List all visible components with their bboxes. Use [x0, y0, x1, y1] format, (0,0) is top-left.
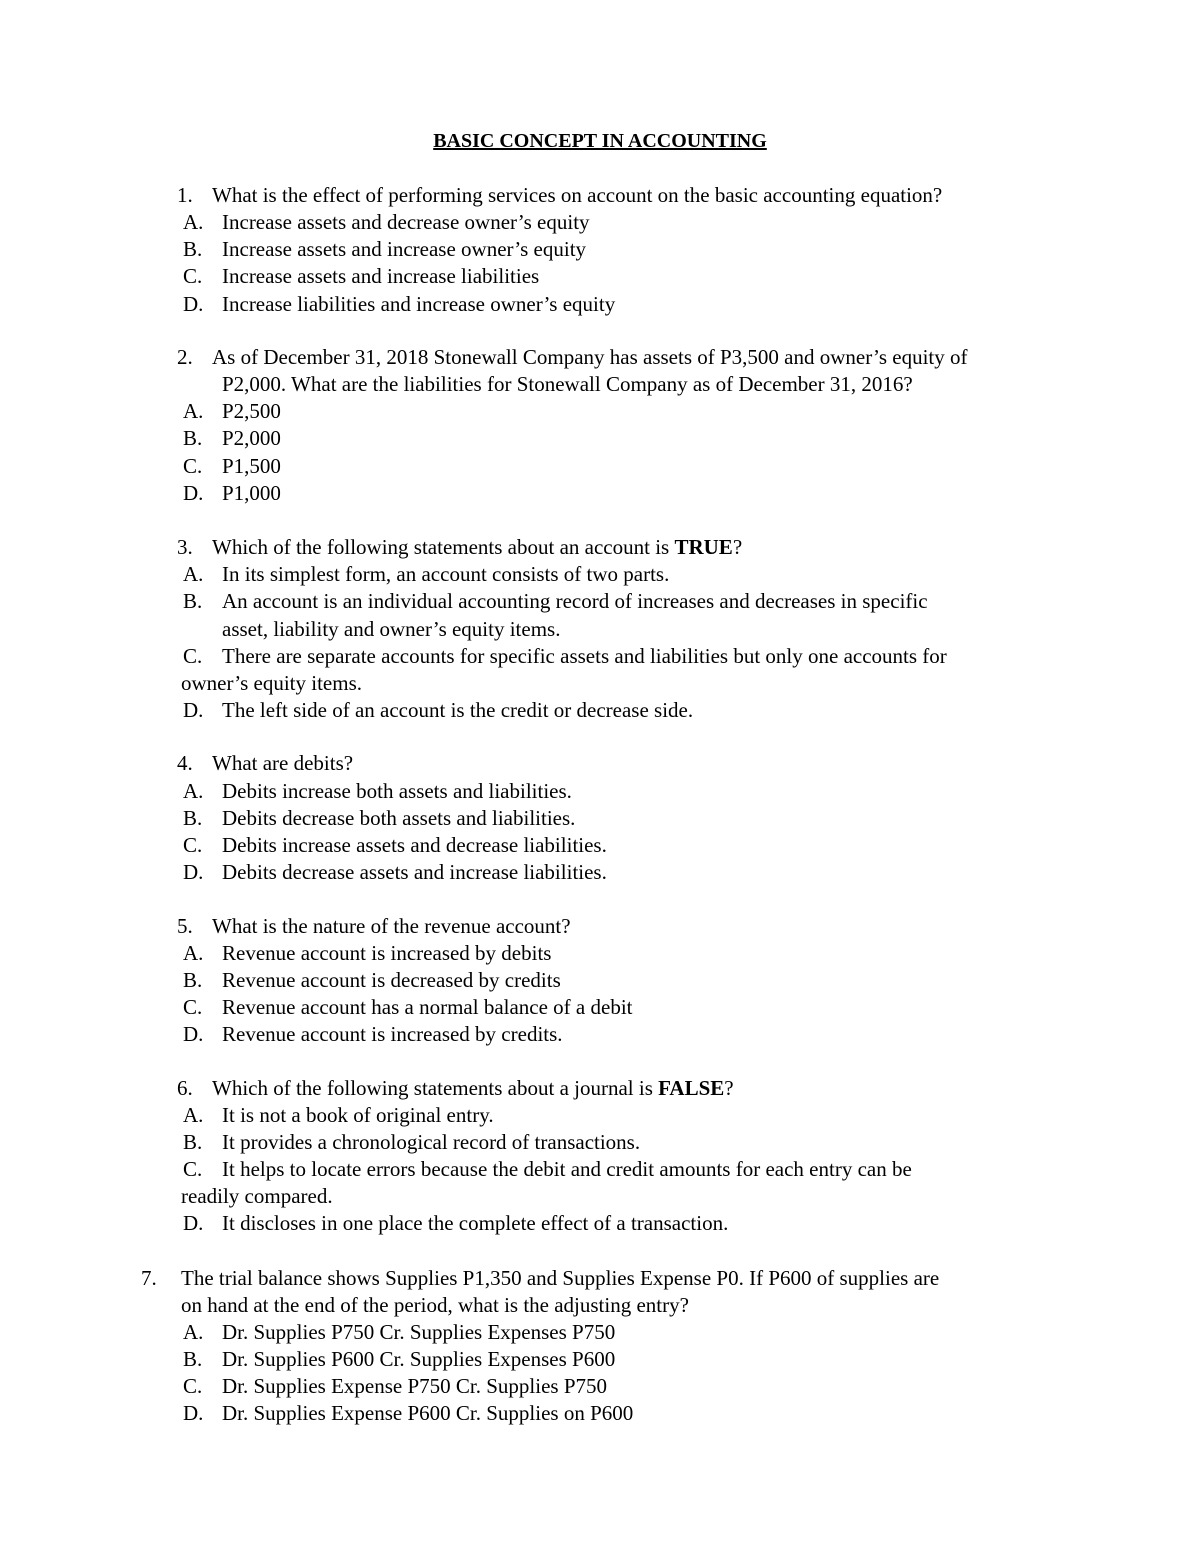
option-letter: B. — [183, 968, 203, 992]
option-text: Increase assets and increase owner’s equity — [222, 237, 587, 261]
question-number: 7. — [141, 1266, 157, 1290]
question-text: What are debits? — [212, 751, 354, 775]
option-letter: C. — [183, 995, 203, 1019]
option-letter: D. — [183, 1022, 204, 1046]
option-text: It provides a chronological record of transactions. — [222, 1130, 641, 1154]
option-letter: A. — [183, 562, 204, 586]
option-3b-line-2: asset, liability and owner’s equity items. — [222, 617, 561, 641]
option-letter: B. — [183, 1347, 203, 1371]
option-text: Revenue account has a normal balance of a debit — [222, 995, 633, 1019]
question-text: As of December 31, 2018 Stonewall Company has assets of P3,500 and owner’s equity of — [212, 345, 968, 369]
option-letter: C. — [183, 1374, 203, 1398]
question-text: What is the nature of the revenue account? — [212, 914, 571, 938]
option-text: Dr. Supplies Expense P600 Cr. Supplies on P600 — [222, 1401, 634, 1425]
question-text — [212, 534, 742, 561]
option-text: Revenue account is increased by debits — [222, 941, 552, 965]
option-letter: D. — [183, 292, 204, 316]
question-text-end: ? — [732, 535, 743, 559]
option-letter: C. — [183, 264, 203, 288]
document-title: BASIC CONCEPT IN ACCOUNTING — [433, 130, 767, 152]
question-text-start: Which of the following statements about an account is — [212, 535, 675, 559]
option-text: Dr. Supplies P750 Cr. Supplies Expenses P750 — [222, 1320, 616, 1344]
option-letter: D. — [183, 860, 204, 884]
option-letter: B. — [183, 237, 203, 261]
option-text: It discloses in one place the complete effect of a transaction. — [222, 1211, 729, 1235]
question-text: The trial balance shows Supplies P1,350 and Supplies Expense P0. If P600 of supplies are — [181, 1266, 940, 1290]
option-text: Revenue account is decreased by credits — [222, 968, 561, 992]
option-letter: B. — [183, 806, 203, 830]
option-letter: A. — [183, 779, 204, 803]
option-text: Dr. Supplies P600 Cr. Supplies Expenses P600 — [222, 1347, 616, 1371]
question-2-line-2: P2,000. What are the liabilities for Stonewall Company as of December 31, 2016? — [222, 372, 913, 396]
question-number: 2. — [177, 345, 193, 369]
option-3c-line-2: owner’s equity items. — [181, 671, 363, 695]
option-text: Revenue account is increased by credits. — [222, 1022, 563, 1046]
option-text: Increase liabilities and increase owner’s equity — [222, 292, 616, 316]
question-number: 4. — [177, 751, 193, 775]
option-text: There are separate accounts for specific assets and liabilities but only one accounts for — [222, 644, 947, 668]
option-text: Increase assets and decrease owner’s equity — [222, 210, 590, 234]
emphasis-true: TRUE — [674, 535, 733, 559]
option-letter: B. — [183, 426, 203, 450]
option-letter: A. — [183, 399, 204, 423]
option-text: P1,000 — [222, 481, 281, 505]
question-number: 5. — [177, 914, 193, 938]
option-letter: A. — [183, 941, 204, 965]
option-letter: B. — [183, 589, 203, 613]
option-letter: D. — [183, 698, 204, 722]
option-text: An account is an individual accounting record of increases and decreases in specific — [222, 589, 928, 613]
option-letter: D. — [183, 1401, 204, 1425]
question-7-line-2: on hand at the end of the period, what is the adjusting entry? — [181, 1293, 689, 1317]
question-number: 1. — [177, 183, 193, 207]
option-text: Dr. Supplies Expense P750 Cr. Supplies P750 — [222, 1374, 608, 1398]
question-number: 6. — [177, 1076, 193, 1100]
question-number: 3. — [177, 535, 193, 559]
option-letter: D. — [183, 481, 204, 505]
question-text: What is the effect of performing services on account on the basic accounting equation? — [212, 183, 943, 207]
option-6c-line-2: readily compared. — [181, 1184, 333, 1208]
option-text: It helps to locate errors because the debit and credit amounts for each entry can be — [222, 1157, 912, 1181]
option-letter: C. — [183, 833, 203, 857]
option-text: The left side of an account is the credit or decrease side. — [222, 698, 694, 722]
option-text: In its simplest form, an account consists of two parts. — [222, 562, 670, 586]
question-text-end: ? — [724, 1076, 734, 1100]
option-letter: A. — [183, 1103, 204, 1127]
option-text: P2,500 — [222, 399, 281, 423]
option-text: Debits increase both assets and liabilities. — [222, 779, 572, 803]
option-text: Increase assets and increase liabilities — [222, 264, 540, 288]
option-text: Debits decrease both assets and liabilities. — [222, 806, 576, 830]
option-text: P1,500 — [222, 454, 281, 478]
emphasis-false: FALSE — [658, 1076, 725, 1100]
option-letter: D. — [183, 1211, 204, 1235]
option-letter: C. — [183, 644, 203, 668]
option-letter: B. — [183, 1130, 203, 1154]
option-text: P2,000 — [222, 426, 281, 450]
question-text-start: Which of the following statements about a journal is — [212, 1076, 659, 1100]
question-text — [212, 1075, 734, 1102]
option-text: Debits increase assets and decrease liabilities. — [222, 833, 607, 857]
option-letter: A. — [183, 1320, 204, 1344]
option-text: It is not a book of original entry. — [222, 1103, 494, 1127]
option-letter: C. — [183, 1157, 203, 1181]
option-letter: C. — [183, 454, 203, 478]
option-letter: A. — [183, 210, 204, 234]
option-text: Debits decrease assets and increase liabilities. — [222, 860, 607, 884]
